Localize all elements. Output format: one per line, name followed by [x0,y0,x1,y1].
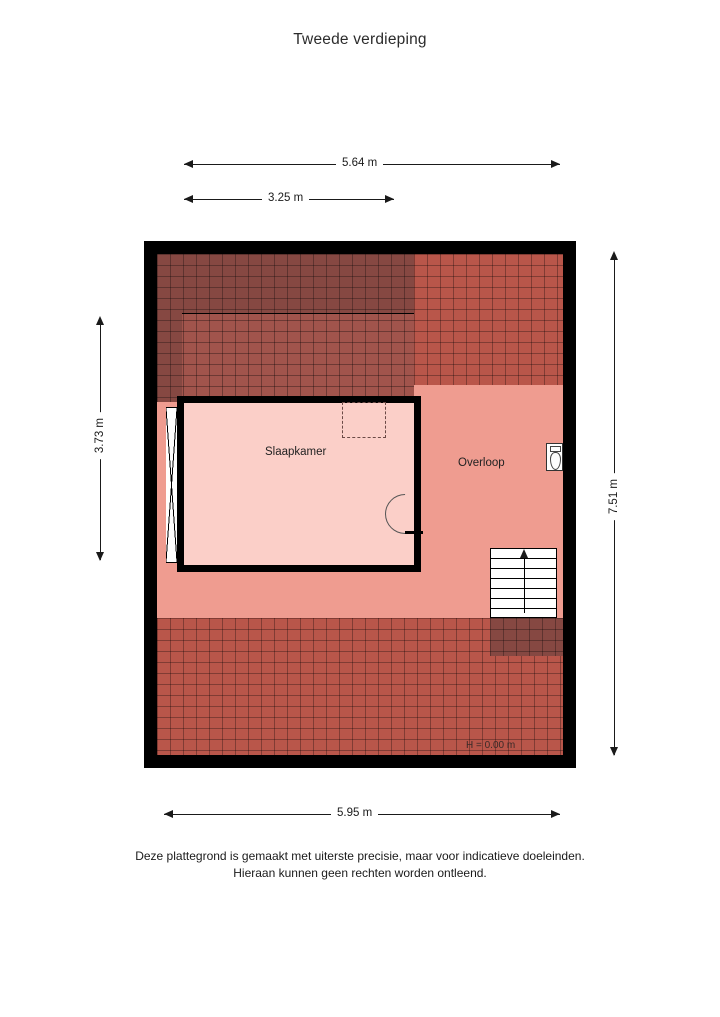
stairs-icon [490,548,557,618]
wall-bedroom-left [177,396,184,572]
roof-edge-line [182,313,414,314]
footer-line-2: Hieraan kunnen geen rechten worden ontleend. [233,866,487,881]
room-label-slaapkamer: Slaapkamer [265,446,327,458]
stair-direction-arrow [524,553,525,613]
roof-shadow-top-left-2 [157,314,182,402]
dimension-left-label: 3.73 m [94,412,106,459]
dimension-bottom-label: 5.95 m [331,807,378,819]
floorplan-drawing [144,241,576,768]
roof-shadow-top-left [157,254,414,314]
stair-arrow-head [520,549,528,558]
toilet-icon [546,443,563,471]
height-annotation: H = 0.00 m [466,740,516,751]
window-icon [166,407,177,563]
wall-bedroom-right [414,396,421,572]
shaft-dashed-box [342,402,386,438]
roof-shadow-bottom-right [490,618,563,656]
toilet-bowl [550,452,561,470]
footer-disclaimer [0,848,720,883]
dimension-right-label: 7.51 m [608,473,620,520]
roof-area-top-right [414,254,563,385]
wall-bedroom-bottom [177,565,421,572]
footer-line-1: Deze plattegrond is gemaakt met uiterste precisie, maar voor indicatieve doeleinden. [135,849,585,863]
interior-area [157,254,563,755]
dimension-top-inner-label: 3.25 m [262,192,309,204]
dimension-top-outer-label: 5.64 m [336,157,383,169]
page-title: Tweede verdieping [293,31,427,48]
room-label-overloop: Overloop [458,457,505,469]
